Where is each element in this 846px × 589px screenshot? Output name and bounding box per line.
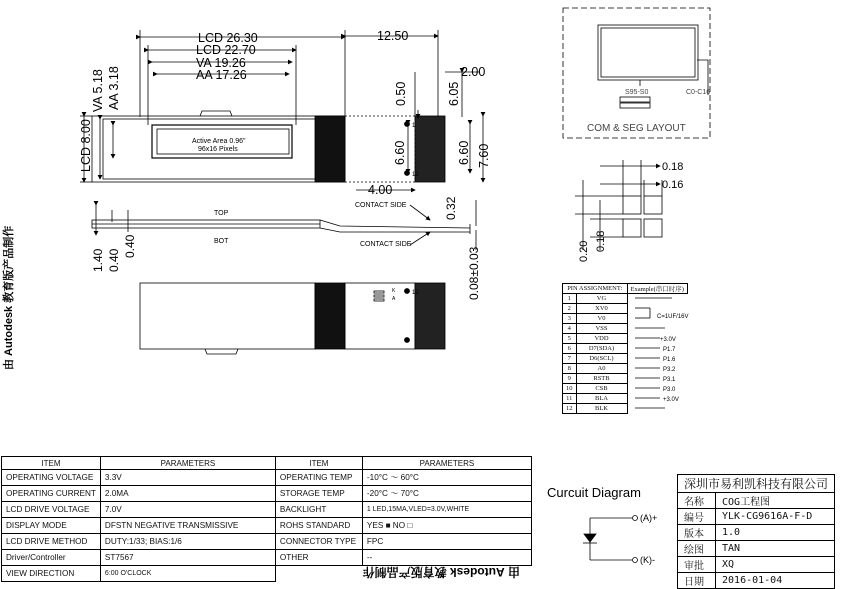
spec-header-item-2: ITEM: [275, 457, 362, 470]
pin-no: 11: [563, 394, 577, 404]
pin-no: 1: [563, 294, 577, 304]
spec-cell: LCD DRIVE METHOD: [2, 534, 101, 550]
spec-cell: 7.0V: [100, 502, 275, 518]
spec-cell: DISPLAY MODE: [2, 518, 101, 534]
spec-cell: FPC: [362, 534, 531, 550]
spec-row: [2, 486, 532, 502]
side-view: [92, 220, 470, 234]
spec-cell: DUTY:1/33; BIAS:1/6: [100, 534, 275, 550]
title-row: [678, 573, 835, 589]
pin-row: [563, 334, 688, 344]
com-seg-caption: COM & SEG LAYOUT: [587, 123, 686, 134]
spec-cell: Driver/Controller: [2, 550, 101, 566]
title-label: 绘图: [678, 541, 716, 557]
pin-note-p16: P1.6: [663, 357, 676, 363]
pin-row: [563, 324, 688, 334]
pin-name: XV0: [576, 304, 627, 314]
spec-cell: 3.3V: [100, 470, 275, 486]
spec-cell: 2.0MA: [100, 486, 275, 502]
pin-row: [563, 394, 688, 404]
circuit-anode: (A)+: [640, 513, 658, 523]
com-seg-seg-label: S95-S0: [625, 89, 649, 96]
pin-name: BLK: [576, 404, 627, 414]
spec-cell: -20°C ～ 70°C: [362, 486, 531, 502]
spec-cell: VIEW DIRECTION: [2, 566, 101, 582]
pin-note-p32: P3.2: [663, 367, 676, 373]
pin-1-label: 1: [412, 123, 416, 129]
pin-note-p31: P3.1: [663, 377, 676, 383]
title-value: YLK-CG9616A-F-D: [716, 509, 835, 525]
title-value: 2016-01-04: [716, 573, 835, 589]
title-row: [678, 509, 835, 525]
title-block: [677, 474, 835, 589]
pin-no: 5: [563, 334, 577, 344]
spec-header-params: PARAMETERS: [100, 457, 275, 470]
spec-cell: CONNECTOR TYPE: [275, 534, 362, 550]
dim-008: 0.08±0.03: [467, 246, 481, 300]
pin-no: 10: [563, 384, 577, 394]
spec-header-item: ITEM: [2, 457, 101, 470]
pin-12-label: 12: [412, 172, 419, 178]
contact-side-upper: CONTACT SIDE: [355, 202, 407, 209]
dim-660-right: 6.60: [457, 140, 471, 165]
pin-note-vdd: +3.0V: [660, 337, 676, 343]
dim-050: 0.50: [394, 81, 408, 106]
spec-row: [2, 550, 532, 566]
pin-no: 2: [563, 304, 577, 314]
pin-row: [563, 384, 688, 394]
back-label-12: 12: [412, 290, 419, 296]
pin-assignment-table: [562, 283, 688, 414]
title-label: 版本: [678, 525, 716, 541]
pin-name: VDD: [576, 334, 627, 344]
dim-fpc-length: 12.50: [377, 29, 409, 43]
pixel-dim-016: 0.16: [662, 179, 684, 191]
title-value: TAN: [716, 541, 835, 557]
circuit-cathode: (K)-: [640, 555, 655, 565]
dim-lcd-width: LCD 26.30: [198, 31, 258, 45]
spec-cell: ROHS STANDARD: [275, 518, 362, 534]
title-value: XQ: [716, 557, 835, 573]
pin-no: 8: [563, 364, 577, 374]
pin-no: 9: [563, 374, 577, 384]
pin-name: D6(SCL): [576, 354, 627, 364]
dim-va-width: VA 19.26: [196, 56, 246, 70]
side-top-label: TOP: [214, 210, 229, 217]
pin-no: 3: [563, 314, 577, 324]
spec-row: [2, 470, 532, 486]
back-label-k: K: [392, 288, 396, 294]
spec-table: [1, 456, 532, 582]
spec-cell: [275, 566, 362, 582]
pin-no: 4: [563, 324, 577, 334]
dim-aa-width: AA 17.26: [196, 68, 247, 82]
dim-760: 7.60: [477, 143, 491, 168]
spec-row: [2, 518, 532, 534]
spec-cell: OTHER: [275, 550, 362, 566]
pin-name: D7(SDA): [576, 344, 627, 354]
dim-040-a: 0.40: [107, 248, 121, 272]
title-row: [678, 541, 835, 557]
title-row: [678, 557, 835, 573]
spec-cell: OPERATING CURRENT: [2, 486, 101, 502]
pin-note-cap: C=1UF/16V: [657, 314, 689, 320]
pin-row: [563, 314, 688, 324]
pin-name: CSB: [576, 384, 627, 394]
pixel-dim-020: 0.20: [578, 240, 590, 262]
dim-400: 4.00: [368, 183, 393, 197]
pin-row: [563, 374, 688, 384]
spec-cell: BACKLIGHT: [275, 502, 362, 518]
spec-cell: 6:00 O'CLOCK: [100, 566, 275, 582]
dim-040-b: 0.40: [123, 234, 137, 258]
title-label: 名称: [678, 493, 716, 509]
spec-row: [2, 566, 532, 582]
spec-cell: DFSTN NEGATIVE TRANSMISSIVE: [100, 518, 275, 534]
pin-assignment-header: PIN ASSIGNMENT:: [563, 284, 628, 294]
back-label-a: A: [392, 296, 396, 302]
dim-140: 1.40: [91, 248, 105, 272]
title-row: [678, 525, 835, 541]
spec-cell: STORAGE TEMP: [275, 486, 362, 502]
dim-200: 2.00: [461, 65, 486, 79]
pin-row: [563, 304, 688, 314]
title-label: 审批: [678, 557, 716, 573]
spec-cell: OPERATING TEMP: [275, 470, 362, 486]
spec-cell: ST7567: [100, 550, 275, 566]
back-view: [140, 283, 445, 354]
pin-name: BLA: [576, 394, 627, 404]
dim-032: 0.32: [444, 196, 458, 220]
circuit-title: Curcuit Diagram: [547, 485, 641, 500]
spec-cell: [362, 566, 531, 582]
contact-side-lower: CONTACT SIDE: [360, 241, 412, 248]
pixel-dim-018-top: 0.18: [662, 161, 684, 173]
led-circuit: [583, 516, 638, 563]
dim-lcd-inner: LCD 22.70: [196, 43, 256, 57]
spec-cell: LCD DRIVE VOLTAGE: [2, 502, 101, 518]
pin-no: 12: [563, 404, 577, 414]
spec-row: [2, 502, 532, 518]
dim-660-left: 6.60: [393, 140, 407, 165]
company-name: 深圳市易利凯科技有限公司: [678, 475, 835, 493]
pin-row: [563, 404, 688, 414]
pin-note-bla: +3.0V: [663, 397, 679, 403]
side-bot-label: BOT: [214, 238, 229, 245]
bottom-watermark: 由 Autodesk 教育版产品制作: [362, 565, 520, 579]
pin-row: [563, 294, 688, 304]
pin-note-p17: P1.7: [663, 347, 676, 353]
active-area-label: Active Area 0.96": [192, 138, 246, 145]
spec-cell: -10°C ～ 60°C: [362, 470, 531, 486]
pin-example-header: Example(串口时序): [627, 284, 687, 294]
pin-note-p30: P3.0: [663, 387, 676, 393]
title-label: 编号: [678, 509, 716, 525]
spec-cell: --: [362, 550, 531, 566]
pin-no: 7: [563, 354, 577, 364]
title-label: 日期: [678, 573, 716, 589]
pin-name: VG: [576, 294, 627, 304]
pixels-label: 96x16 Pixels: [198, 146, 238, 153]
pin-no: 6: [563, 344, 577, 354]
pin-row: [563, 354, 688, 364]
spec-cell: YES ■ NO □: [362, 518, 531, 534]
pin-name: A0: [576, 364, 627, 374]
spec-header-params-2: PARAMETERS: [362, 457, 531, 470]
pixel-dim-018-left: 0.18: [595, 230, 607, 252]
side-watermark: 由 Autodesk 教育版产品制作: [3, 225, 15, 370]
pin-name: V0: [576, 314, 627, 324]
title-value: 1.0: [716, 525, 835, 541]
spec-cell: OPERATING VOLTAGE: [2, 470, 101, 486]
dim-605: 6.05: [447, 81, 461, 106]
spec-row: [2, 534, 532, 550]
title-row: [678, 493, 835, 509]
title-value: COG工程图: [716, 493, 835, 509]
dim-lcd-height: LCD 8.00: [79, 119, 93, 172]
spec-cell: 1 LED,15MA,VLED=3.0V,WHITE: [362, 502, 531, 518]
com-seg-com-label: C0-C16: [686, 89, 711, 96]
pixel-detail: [575, 160, 662, 250]
pin-row: [563, 344, 688, 354]
pin-row: [563, 364, 688, 374]
pin-name: VSS: [576, 324, 627, 334]
dim-va-height: VA 5.18: [91, 69, 105, 112]
com-seg-layout: [563, 8, 710, 138]
dim-aa-height: AA 3.18: [107, 66, 121, 110]
pin-name: RSTB: [576, 374, 627, 384]
